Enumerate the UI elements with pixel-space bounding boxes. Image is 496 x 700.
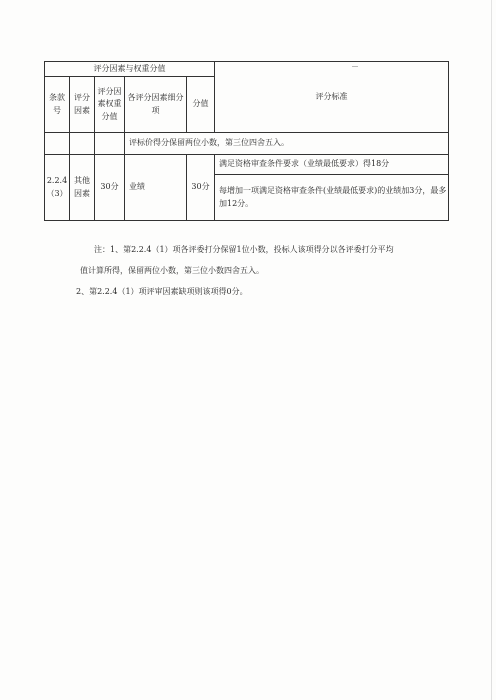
criteria-header-cell: 评分标准	[215, 62, 449, 133]
sub-items-header: 各评分因素细分项	[125, 77, 187, 133]
weight-cell: 30分	[95, 155, 125, 221]
precision-note-row	[45, 133, 449, 155]
table-header-group-row	[45, 62, 449, 77]
score-header: 分值	[187, 77, 215, 133]
factor-cell: 其他因素	[70, 155, 95, 221]
scoring-table	[44, 61, 449, 221]
criteria-cell-2: 每增加一项满足资格审查条件(业绩最低要求)的业绩加3分，最多加12分。	[215, 175, 449, 221]
clause-no-header: 条款号	[45, 77, 70, 133]
scan-edge	[491, 0, 492, 700]
note-line-2: 2、第2.2.4（1）项评审因素缺项则该项得0分。	[76, 287, 248, 296]
table-row	[45, 155, 449, 175]
note-line-1-continued: 值计算所得，保留两位小数，第三位小数四舍五入。	[80, 266, 264, 275]
clause-no-cell: 2.2.4（3）	[45, 155, 70, 221]
weight-header: 评分因素权重分值	[95, 77, 125, 133]
notes	[52, 239, 442, 302]
note-line-1: 注：1、第2.2.4（1）项各评委打分保留1位小数，投标人该项得分以各评委打分平均	[94, 245, 394, 254]
criteria-cell-1: 满足资格审查条件要求（业绩最低要求）得18分	[215, 155, 449, 175]
sub-item-cell: 业绩	[125, 155, 187, 221]
precision-note-cell: 评标价得分保留两位小数，第三位四舍五入。	[125, 133, 449, 155]
score-cell: 30分	[187, 155, 215, 221]
factor-header: 评分因素	[70, 77, 95, 133]
header-group-cell: 评分因素与权重分值	[45, 62, 215, 77]
